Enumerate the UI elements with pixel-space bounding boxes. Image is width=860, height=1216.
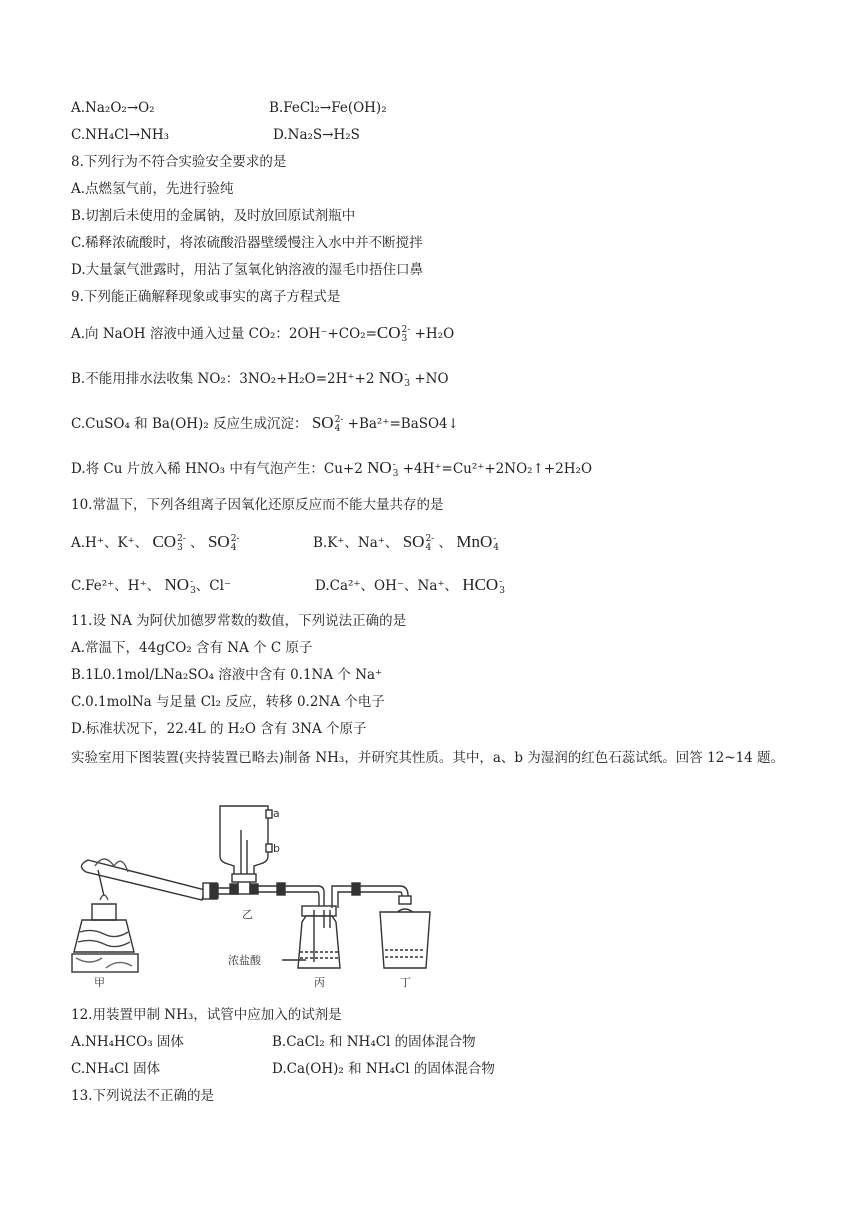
label-b: b [273, 842, 280, 855]
label-acid: 浓盐酸 [228, 954, 261, 967]
q12-option-c: C.NH₄Cl 固体 [71, 1061, 161, 1077]
q7-option-c: C.NH₄Cl→NH₃ [71, 127, 170, 143]
q11-stem: 11.设 NA 为阿伏加德罗常数的数值，下列说法正确的是 [71, 613, 407, 629]
q8-option-b: B.切割后未使用的金属钠，及时放回原试剂瓶中 [71, 208, 356, 224]
apparatus-figure [70, 800, 450, 990]
label-yi: 乙 [242, 908, 253, 921]
q9-stem: 9.下列能正确解释现象或事实的离子方程式是 [71, 289, 341, 305]
q13-stem: 13.下列说法不正确的是 [71, 1088, 214, 1104]
q10-stem: 10.常温下，下列各组离子因氧化还原反应而不能大量共存的是 [71, 497, 444, 513]
q9-option-c: C.CuSO₄ 和 Ba(OH)₂ 反应生成沉淀： SO 2- 4 +Ba²⁺=BaSO4↓ [71, 413, 459, 434]
q8-option-d: D.大量氯气泄露时，用沾了氢氧化钠溶液的湿毛巾捂住口鼻 [71, 262, 424, 278]
q10-option-c: C.Fe²⁺、H⁺、 NO - 3 、Cl⁻ [71, 575, 232, 596]
q11-option-a: A.常温下，44gCO₂ 含有 NA 个 C 原子 [71, 640, 313, 656]
q11-option-c: C.0.1molNa 与足量 Cl₂ 反应，转移 0.2NA 个电子 [71, 694, 385, 710]
label-jia: 甲 [94, 976, 105, 989]
apparatus-bing [298, 906, 340, 968]
q10-option-a: A.H⁺、K⁺、 CO 2- 3 、 SO 2- 4 [71, 532, 240, 553]
q12-stem: 12.用装置甲制 NH₃，试管中应加入的试剂是 [71, 1007, 342, 1023]
q8-option-a: A.点燃氢气前，先进行验纯 [71, 181, 234, 197]
q7-option-b: B.FeCl₂→Fe(OH)₂ [269, 100, 387, 116]
experiment-intro: 实验室用下图装置(夹持装置已略去)制备 NH₃，并研究其性质。其中，a、b 为湿润的红色石蕊试纸。回答 12~14 题。 [71, 750, 785, 766]
ion-formula: CO [376, 323, 401, 342]
q11-option-d: D.标准状况下，22.4L 的 H₂O 含有 3NA 个原子 [71, 721, 367, 737]
q12-option-a: A.NH₄HCO₃ 固体 [71, 1034, 184, 1050]
q8-stem: 8.下列行为不符合实验安全要求的是 [71, 154, 287, 170]
q7-option-d: D.Na₂S→H₂S [273, 127, 360, 143]
ion-formula: SO [311, 413, 334, 432]
apparatus-jia [72, 859, 217, 972]
ion-formula: NO [378, 368, 404, 387]
q10-option-b: B.K⁺、Na⁺、 SO 2- 4 、 MnO - 4 [313, 532, 499, 553]
q7-option-a: A.Na₂O₂→O₂ [71, 100, 155, 116]
label-ding: 丁 [400, 976, 411, 989]
q12-option-b: B.CaCl₂ 和 NH₄Cl 的固体混合物 [272, 1034, 476, 1050]
q9-option-b: B.不能用排水法收集 NO₂：3NO₂+H₂O=2H⁺+2 NO - 3 +NO [71, 368, 449, 389]
q9-option-a: A.向 NaOH 溶液中通入过量 CO₂：2OH⁻+CO₂=CO 2- 3 +H₂O [71, 323, 455, 344]
label-bing: 丙 [314, 976, 325, 989]
q12-option-d: D.Ca(OH)₂ 和 NH₄Cl 的固体混合物 [272, 1061, 495, 1077]
q9-option-d: D.将 Cu 片放入稀 HNO₃ 中有气泡产生：Cu+2 NO - 3 +4H⁺=Cu²⁺+2NO₂↑+2H₂O [71, 458, 593, 479]
apparatus-yi [220, 806, 272, 894]
q10-option-d: D.Ca²⁺、OH⁻、Na⁺、 HCO - 3 [315, 575, 505, 596]
ion-formula: NO [367, 458, 392, 477]
q11-option-b: B.1L0.1mol/LNa₂SO₄ 溶液中含有 0.1NA 个 Na⁺ [71, 667, 383, 683]
apparatus-ding [380, 896, 430, 968]
label-a: a [273, 807, 280, 820]
q8-option-c: C.稀释浓硫酸时，将浓硫酸沿器壁缓慢注入水中并不断搅拌 [71, 235, 423, 251]
